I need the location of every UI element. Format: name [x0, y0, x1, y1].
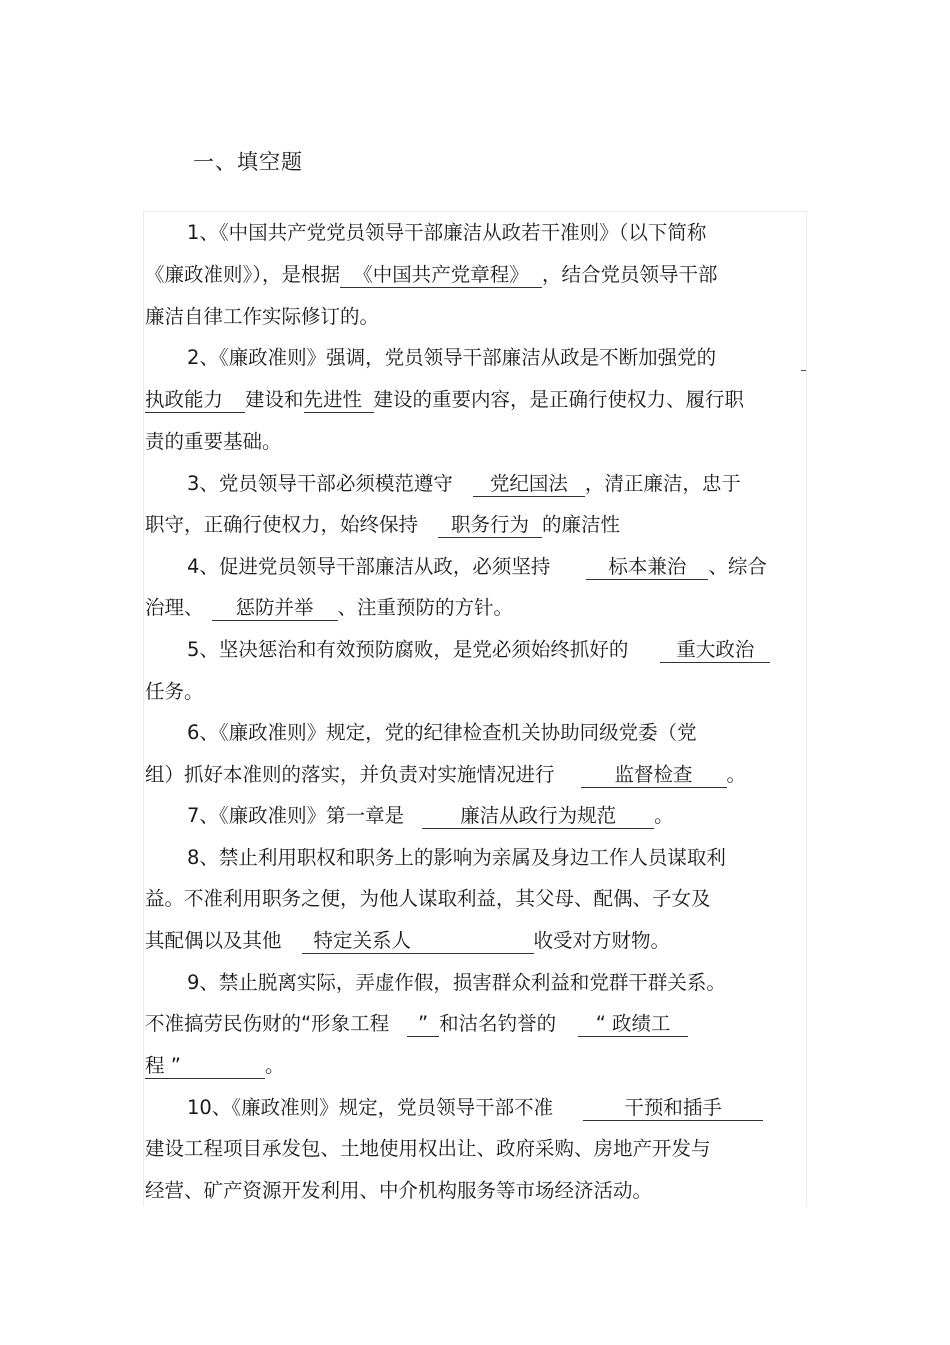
question-4-line-1: 4、促进党员领导干部廉洁从政，必须坚持 标本兼治 、综合: [187, 555, 767, 578]
answer-blank: 先进性: [304, 388, 374, 413]
question-3-line-2: 职守，正确行使权力，始终保持 职务行为 的廉洁性: [145, 513, 621, 536]
frame-right-border: [806, 211, 807, 1206]
frame-left-border: [143, 211, 144, 1206]
answer-blank: 廉洁从政行为规范: [422, 804, 654, 829]
answer-blank: 干预和插手: [583, 1096, 763, 1121]
answer-blank: 重大政治: [660, 638, 770, 663]
question-7-line-1: 7、《廉政准则》第一章是 廉洁从政行为规范 。: [187, 804, 674, 827]
answer-blank: 《中国共产党章程》: [340, 263, 542, 288]
question-9-line-2: 不准搞劳民伤财的“形象工程 ” 和沽名钓誉的 “ 政绩工: [145, 1009, 688, 1039]
question-8-line-3: 其配偶以及其他 特定关系人 收受对方财物。: [145, 929, 671, 952]
frame-top-border: [143, 211, 807, 212]
answer-blank: 程 ”: [145, 1054, 265, 1079]
question-5-line-2: 任务。: [145, 680, 204, 703]
question-5-line-1: 5、坚决惩治和有效预防腐败，是党必须始终抓好的 重大政治: [187, 635, 770, 665]
margin-tick-mark: [801, 370, 806, 371]
question-4-line-2: 治理、 惩防并举 、注重预防的方针。: [145, 596, 514, 619]
answer-blank: 职务行为: [438, 513, 542, 538]
question-2-line-3: 责的重要基础。: [145, 430, 282, 453]
question-2-line-1: 2、《廉政准则》强调，党员领导干部廉洁从政是不断加强党的: [187, 346, 717, 369]
question-10-line-3: 经营、矿产资源开发利用、中介机构服务等市场经济活动。: [145, 1179, 653, 1202]
answer-blank: 执政能力: [145, 388, 245, 413]
question-6-line-1: 6、《廉政准则》规定，党的纪律检查机关协助同级党委（党: [187, 721, 697, 744]
question-1-line-2: 《廉政准则》），是根据 《中国共产党章程》 ，结合党员领导干部: [145, 263, 718, 286]
answer-blank: 惩防并举: [212, 596, 338, 621]
question-8-line-2: 益。不准利用职务之便，为他人谋取利益，其父母、配偶、子女及: [145, 887, 711, 910]
answer-blank: 党纪国法: [473, 472, 585, 497]
question-10-line-2: 建设工程项目承发包、土地使用权出让、政府采购、房地产开发与: [145, 1137, 711, 1160]
answer-blank: 特定关系人: [302, 929, 534, 954]
question-1-line-1: 1、《中国共产党党员领导干部廉洁从政若干准则》（以下简称: [187, 221, 707, 244]
answer-blank: 监督检查: [581, 763, 727, 788]
section-title: 一、填空题: [193, 150, 303, 174]
question-8-line-1: 8、禁止利用职权和职务上的影响为亲属及身边工作人员谋取利: [187, 846, 726, 869]
question-6-line-2: 组）抓好本准则的落实，并负责对实施情况进行 监督检查 。: [145, 763, 747, 786]
answer-blank: 标本兼治: [586, 555, 708, 580]
answer-blank: “ 政绩工: [578, 1012, 688, 1037]
question-10-line-1: 10、《廉政准则》规定，党员领导干部不准 干预和插手: [187, 1093, 763, 1123]
question-3-line-1: 3、党员领导干部必须模范遵守 党纪国法 ，清正廉洁，忠于: [187, 472, 741, 495]
question-9-line-1: 9、禁止脱离实际，弄虚作假，损害群众利益和党群干群关系。: [187, 971, 726, 994]
question-1-line-3: 廉洁自律工作实际修订的。: [145, 305, 380, 328]
question-2-line-2: 执政能力 建设和先进性 建设的重要内容，是正确行使权力、履行职: [145, 388, 745, 411]
question-9-line-3: 程 ” 。: [145, 1054, 285, 1077]
answer-blank: ”: [407, 1012, 439, 1037]
